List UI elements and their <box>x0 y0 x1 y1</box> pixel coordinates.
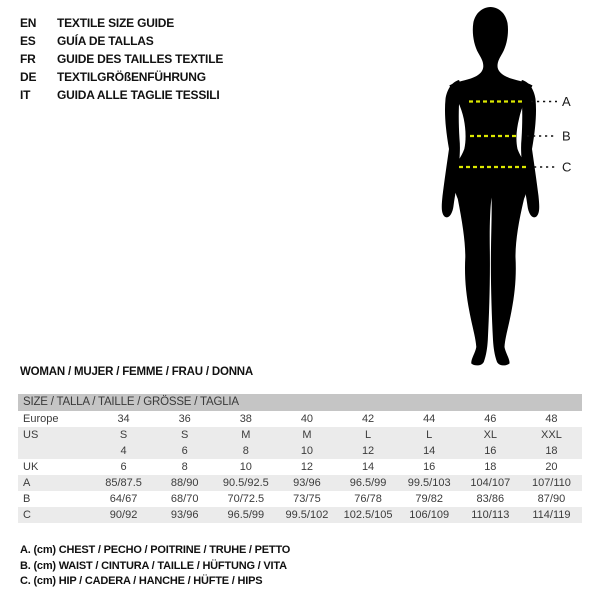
table-cell: 107/110 <box>531 477 571 489</box>
table-cell: XXL <box>541 429 562 441</box>
row-label: Europe <box>23 413 59 425</box>
table-cell: 76/78 <box>354 493 382 505</box>
table-cell: 34 <box>117 413 130 425</box>
language-list <box>20 14 223 104</box>
language-title: GUÍA DE TALLAS <box>57 34 154 48</box>
table-cell: 68/70 <box>170 493 199 505</box>
table-cell: L <box>426 429 433 441</box>
table-cell: 110/113 <box>471 509 510 521</box>
language-row <box>20 50 223 68</box>
row-label: A <box>23 477 31 489</box>
language-row <box>20 86 223 104</box>
language-code: IT <box>20 88 31 102</box>
language-code: ES <box>20 34 36 48</box>
table-cell: 70/72.5 <box>227 493 265 505</box>
table-cell: 14 <box>423 445 436 457</box>
table-row <box>18 427 582 443</box>
language-title: TEXTILE SIZE GUIDE <box>57 16 175 30</box>
table-cell: 36 <box>178 413 191 425</box>
marker-label-b: B <box>562 128 571 144</box>
table-cell: 4 <box>120 445 127 457</box>
row-label: UK <box>23 461 39 473</box>
language-row <box>20 14 223 32</box>
table-row <box>18 443 582 459</box>
table-cell: 96.5/99 <box>227 509 265 521</box>
table-row <box>18 491 582 507</box>
table-cell: 44 <box>423 413 436 425</box>
legend-line: C. (cm) HIP / CADERA / HANCHE / HÜFTE / HIPS <box>20 575 263 587</box>
table-cell: 38 <box>239 413 252 425</box>
size-table-body <box>18 411 582 523</box>
row-label: B <box>23 493 31 505</box>
table-cell: 96.5/99 <box>349 477 387 489</box>
table-cell: 90/92 <box>109 509 138 521</box>
row-label: C <box>23 509 31 521</box>
table-cell: 106/109 <box>409 509 450 521</box>
table-cell: S <box>119 429 128 441</box>
table-cell: S <box>181 429 189 441</box>
language-code: DE <box>20 70 37 84</box>
table-cell: 10 <box>300 445 314 457</box>
table-cell: 42 <box>361 413 375 425</box>
table-cell: 16 <box>484 445 497 457</box>
language-code: FR <box>20 52 36 66</box>
table-cell: 6 <box>120 461 127 473</box>
table-cell: 12 <box>300 461 314 473</box>
table-row <box>18 475 582 491</box>
table-cell: 18 <box>545 445 558 457</box>
table-cell: 8 <box>242 445 249 457</box>
table-cell: 99.5/102 <box>285 509 329 521</box>
table-cell: 88/90 <box>170 477 199 489</box>
legend-line: A. (cm) CHEST / PECHO / POITRINE / TRUHE / PETTO <box>20 544 291 556</box>
language-row <box>20 68 223 86</box>
table-cell: 114/119 <box>532 509 571 521</box>
table-cell: 83/86 <box>476 493 505 505</box>
table-cell: 93/96 <box>293 477 321 489</box>
table-row <box>18 507 582 523</box>
table-cell: 16 <box>423 461 436 473</box>
table-cell: 14 <box>361 461 375 473</box>
marker-label-c: C <box>562 159 572 175</box>
table-cell: M <box>302 429 312 441</box>
language-title: GUIDA ALLE TAGLIE TESSILI <box>57 88 220 102</box>
body-silhouette <box>449 7 532 365</box>
table-cell: 10 <box>239 461 252 473</box>
woman-silhouette-figure <box>430 0 600 380</box>
language-code: EN <box>20 16 37 30</box>
table-cell: M <box>241 429 251 441</box>
table-row <box>18 459 582 475</box>
table-cell: 102.5/105 <box>343 509 393 521</box>
size-table-header: SIZE / TALLA / TAILLE / GRÖSSE / TAGLIA <box>18 394 582 411</box>
table-cell: 64/67 <box>109 493 138 505</box>
size-table <box>18 394 582 523</box>
category-title: WOMAN / MUJER / FEMME / FRAU / DONNA <box>20 366 254 378</box>
language-row <box>20 32 223 50</box>
table-cell: 40 <box>300 413 314 425</box>
table-cell: 85/87.5 <box>105 477 142 489</box>
table-cell: 99.5/103 <box>407 477 451 489</box>
table-cell: 48 <box>545 413 558 425</box>
table-cell: 87/90 <box>537 493 566 505</box>
table-cell: 73/75 <box>293 493 321 505</box>
legend-line: B. (cm) WAIST / CINTURA / TAILLE / HÜFTUNG / VITA <box>20 559 287 572</box>
table-cell: 12 <box>361 445 375 457</box>
language-title: TEXTILGRÖßENFÜHRUNG <box>57 70 206 84</box>
row-label <box>18 443 93 459</box>
table-row <box>18 411 582 427</box>
table-cell: 18 <box>484 461 497 473</box>
table-cell: 93/96 <box>170 509 199 521</box>
language-title: GUIDE DES TAILLES TEXTILE <box>57 52 224 66</box>
row-label: US <box>23 429 39 441</box>
table-cell: 90.5/92.5 <box>222 477 269 489</box>
table-cell: 20 <box>545 461 558 473</box>
table-cell: 79/82 <box>415 493 443 505</box>
table-cell: 104/107 <box>470 477 511 489</box>
table-cell: L <box>365 429 372 441</box>
table-cell: 6 <box>181 445 188 457</box>
table-cell: XL <box>483 429 498 441</box>
measurement-legend <box>20 543 290 590</box>
table-cell: 8 <box>181 461 188 473</box>
table-cell: 46 <box>484 413 497 425</box>
marker-label-a: A <box>562 94 571 109</box>
